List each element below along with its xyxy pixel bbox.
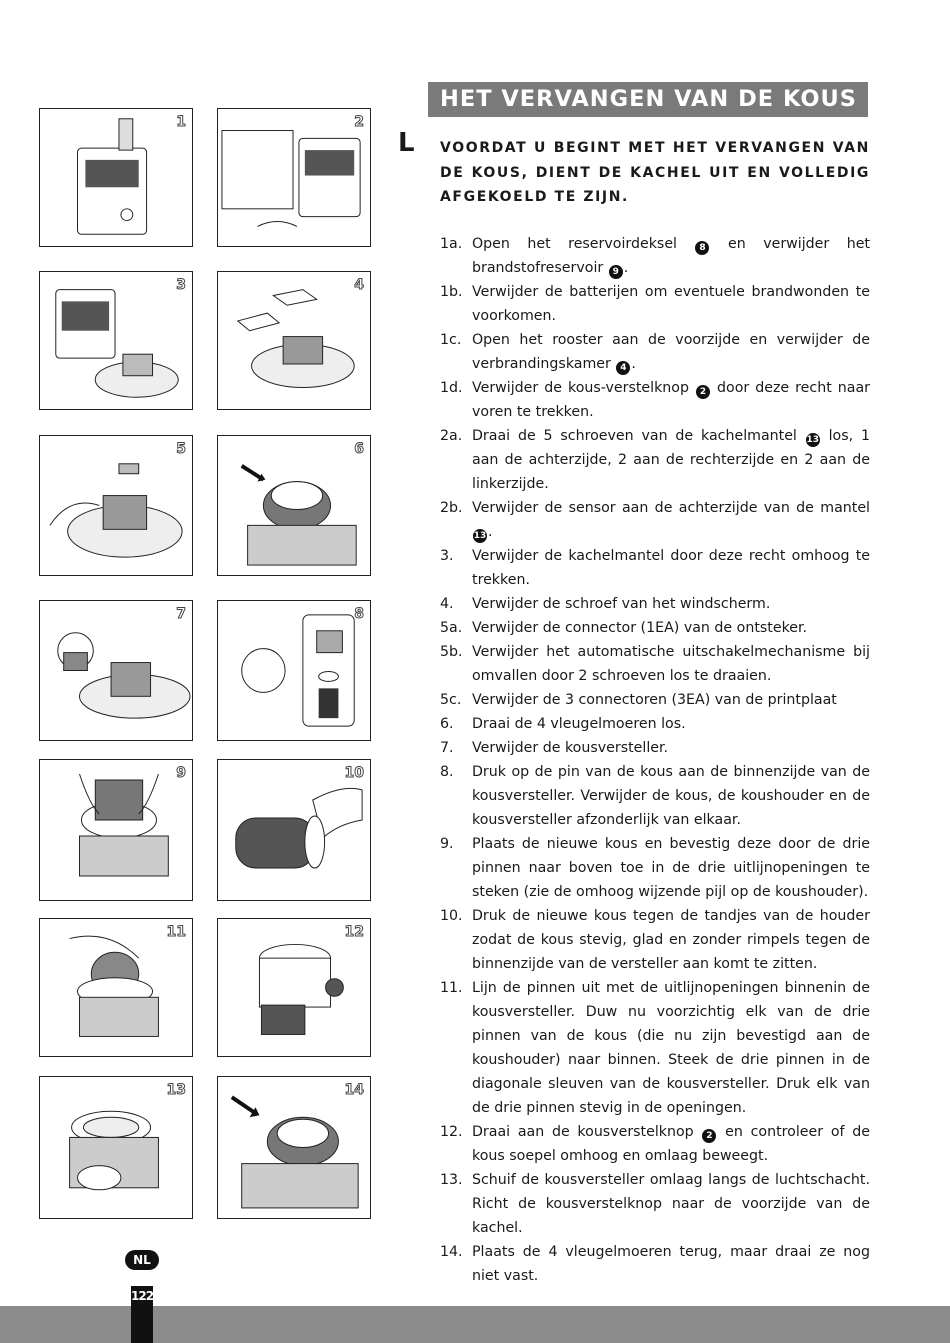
figure-number: 13 [166,1082,186,1098]
part-reference-badge: 2 [702,1129,716,1143]
part-reference-badge: 2 [696,385,710,399]
instruction-step [440,832,870,904]
figure-number: 11 [166,924,186,940]
figure-illustration [218,109,370,246]
figure-illustration [218,436,370,575]
instruction-step [440,712,870,736]
step-text: Verwijder de sensor aan de achterzijde van de mantel [472,500,870,516]
instruction-step [440,544,870,592]
instruction-step [440,1240,870,1288]
figure-10 [217,759,371,901]
figure-illustration [40,1077,192,1218]
figure-number: 2 [354,114,364,130]
step-text: Lijn de pinnen uit met de uitlijnopeningen binnenin de kousversteller. Duw nu voorzichtig elk van de drie pinnen van de kous (die nu zijn bevestigd aan de koushouder) naar binnen. Steek de drie pinnen in de diagonale sleuven van de kousversteller. Druk elk van de drie pinnen stevig in de openingen. [472,980,870,1116]
instruction-step [440,976,870,1120]
step-text: Draai de 5 schroeven van de kachelmantel [472,428,805,444]
step-text: . [631,356,636,372]
figure-illustration [40,436,192,575]
step-number: 3. [440,548,454,564]
figure-illustration [40,272,192,409]
figure-number: 9 [176,765,186,781]
figure-11 [39,918,193,1057]
step-number: 5c. [440,692,462,708]
step-number: 11. [440,980,463,996]
instruction-list [440,232,870,1288]
figure-number: 1 [176,114,186,130]
step-text: en controleer of de kous soepel omhoog en omlaag beweegt. [472,1124,870,1164]
figure-number: 7 [176,606,186,622]
instruction-step [440,688,870,712]
figure-6 [217,435,371,576]
figure-number: 8 [354,606,364,622]
step-text: Draai aan de kousverstelknop [472,1124,702,1140]
figure-illustration [218,1077,370,1218]
figure-illustration [218,601,370,740]
page-title: HET VERVANGEN VAN DE KOUS [428,82,868,117]
figure-9 [39,759,193,901]
instruction-step [440,616,870,640]
figure-number: 14 [344,1082,364,1098]
step-text: Draai de 4 vleugelmoeren los. [472,716,686,732]
part-reference-badge: 9 [609,265,623,279]
step-text: Verwijder de connector (1EA) van de ontsteker. [472,620,808,636]
step-number: 13. [440,1172,463,1188]
step-number: 5b. [440,644,463,660]
figure-3 [39,271,193,410]
part-reference-badge: 8 [695,241,709,255]
warning-text: VOORDAT U BEGINT MET HET VERVANGEN VAN DE KOUS, DIENT DE KACHEL UIT EN VOLLEDIG AFGEKOELD TE ZIJN. [440,140,870,205]
step-number: 12. [440,1124,463,1140]
step-text: en verwijder het brandstofreservoir [472,236,870,276]
step-text: Open het reservoirdeksel [472,236,695,252]
step-text: Plaats de 4 vleugelmoeren terug, maar draai ze nog niet vast. [472,1244,870,1284]
page-number: 122 [131,1289,154,1303]
part-reference-badge: 13 [806,435,819,445]
step-text: Verwijder de 3 connectoren (3EA) van de printplaat [472,692,837,708]
figure-illustration [218,760,370,900]
step-number: 7. [440,740,454,756]
figure-illustration [218,272,370,409]
step-text: los, 1 aan de achterzijde, 2 aan de rechterzijde en 2 aan de linkerzijde. [472,428,870,492]
figure-7 [39,600,193,741]
instruction-step [440,760,870,832]
step-number: 14. [440,1244,463,1260]
figure-1 [39,108,193,247]
instruction-step [440,328,870,376]
figure-2 [217,108,371,247]
part-reference-badge: 13 [473,531,487,541]
step-number: 5a. [440,620,463,636]
instruction-step [440,496,870,544]
figure-illustration [40,760,192,900]
instruction-step [440,424,870,496]
instruction-step [440,592,870,616]
figure-4 [217,271,371,410]
step-number: 4. [440,596,454,612]
step-number: 6. [440,716,454,732]
step-text: Schuif de kousversteller omlaag langs de luchtschacht. Richt de kousverstelknop naar de voorzijde van de kachel. [472,1172,870,1236]
figure-number: 5 [176,441,186,457]
step-text: door deze recht naar voren te trekken. [472,380,870,420]
step-number: 8. [440,764,454,780]
figure-number: 6 [354,441,364,457]
figure-number: 10 [344,765,364,781]
instruction-step [440,904,870,976]
step-text: . [488,524,493,540]
figure-8 [217,600,371,741]
instruction-step [440,736,870,760]
step-number: 1b. [440,284,463,300]
step-text: Verwijder de kous-verstelknop [472,380,695,396]
instruction-step [440,376,870,424]
part-reference-badge: 4 [616,361,630,375]
step-text: Plaats de nieuwe kous en bevestig deze door de drie pinnen naar boven toe in de drie uitlijnopeningen te steken (zie de omhoog wijzende pijl op de koushouder). [472,836,870,900]
step-number: 1d. [440,380,463,396]
step-text: Verwijder de kachelmantel door deze recht omhoog te trekken. [472,548,870,588]
instruction-step [440,280,870,328]
step-text: Open het rooster aan de voorzijde en verwijder de verbrandingskamer [472,332,870,372]
step-text: Verwijder het automatische uitschakelmechanisme bij omvallen door 2 schroeven los te draaien. [472,644,870,684]
instruction-step [440,1168,870,1240]
step-number: 1c. [440,332,462,348]
step-text: Verwijder de schroef van het windscherm. [472,596,771,612]
instruction-step [440,1120,870,1168]
step-text: Verwijder de batterijen om eventuele brandwonden te voorkomen. [472,284,870,324]
figure-number: 3 [176,277,186,293]
step-number: 10. [440,908,463,924]
instruction-step [440,640,870,688]
step-text: Verwijder de kousversteller. [472,740,669,756]
language-badge: NL [125,1250,159,1270]
step-number: 1a. [440,236,463,252]
section-letter: L [398,128,415,158]
step-number: 9. [440,836,454,852]
figure-number: 12 [344,924,364,940]
figure-13 [39,1076,193,1219]
step-text: Druk de nieuwe kous tegen de tandjes van de houder zodat de kous stevig, glad en zonder rimpels tegen de binnenzijde van de versteller aan komt te zitten. [472,908,870,972]
step-text: Druk op de pin van de kous aan de binnenzijde van de kousversteller. Verwijder de kous, de koushouder en de kousversteller afzonderlijk van elkaar. [472,764,870,828]
figure-illustration [40,601,192,740]
instruction-step [440,232,870,280]
figure-12 [217,918,371,1057]
figure-14 [217,1076,371,1219]
figure-number: 4 [354,277,364,293]
step-number: 2b. [440,500,463,516]
figure-5 [39,435,193,576]
figure-illustration [40,109,192,246]
step-number: 2a. [440,428,463,444]
step-text: . [623,260,629,276]
